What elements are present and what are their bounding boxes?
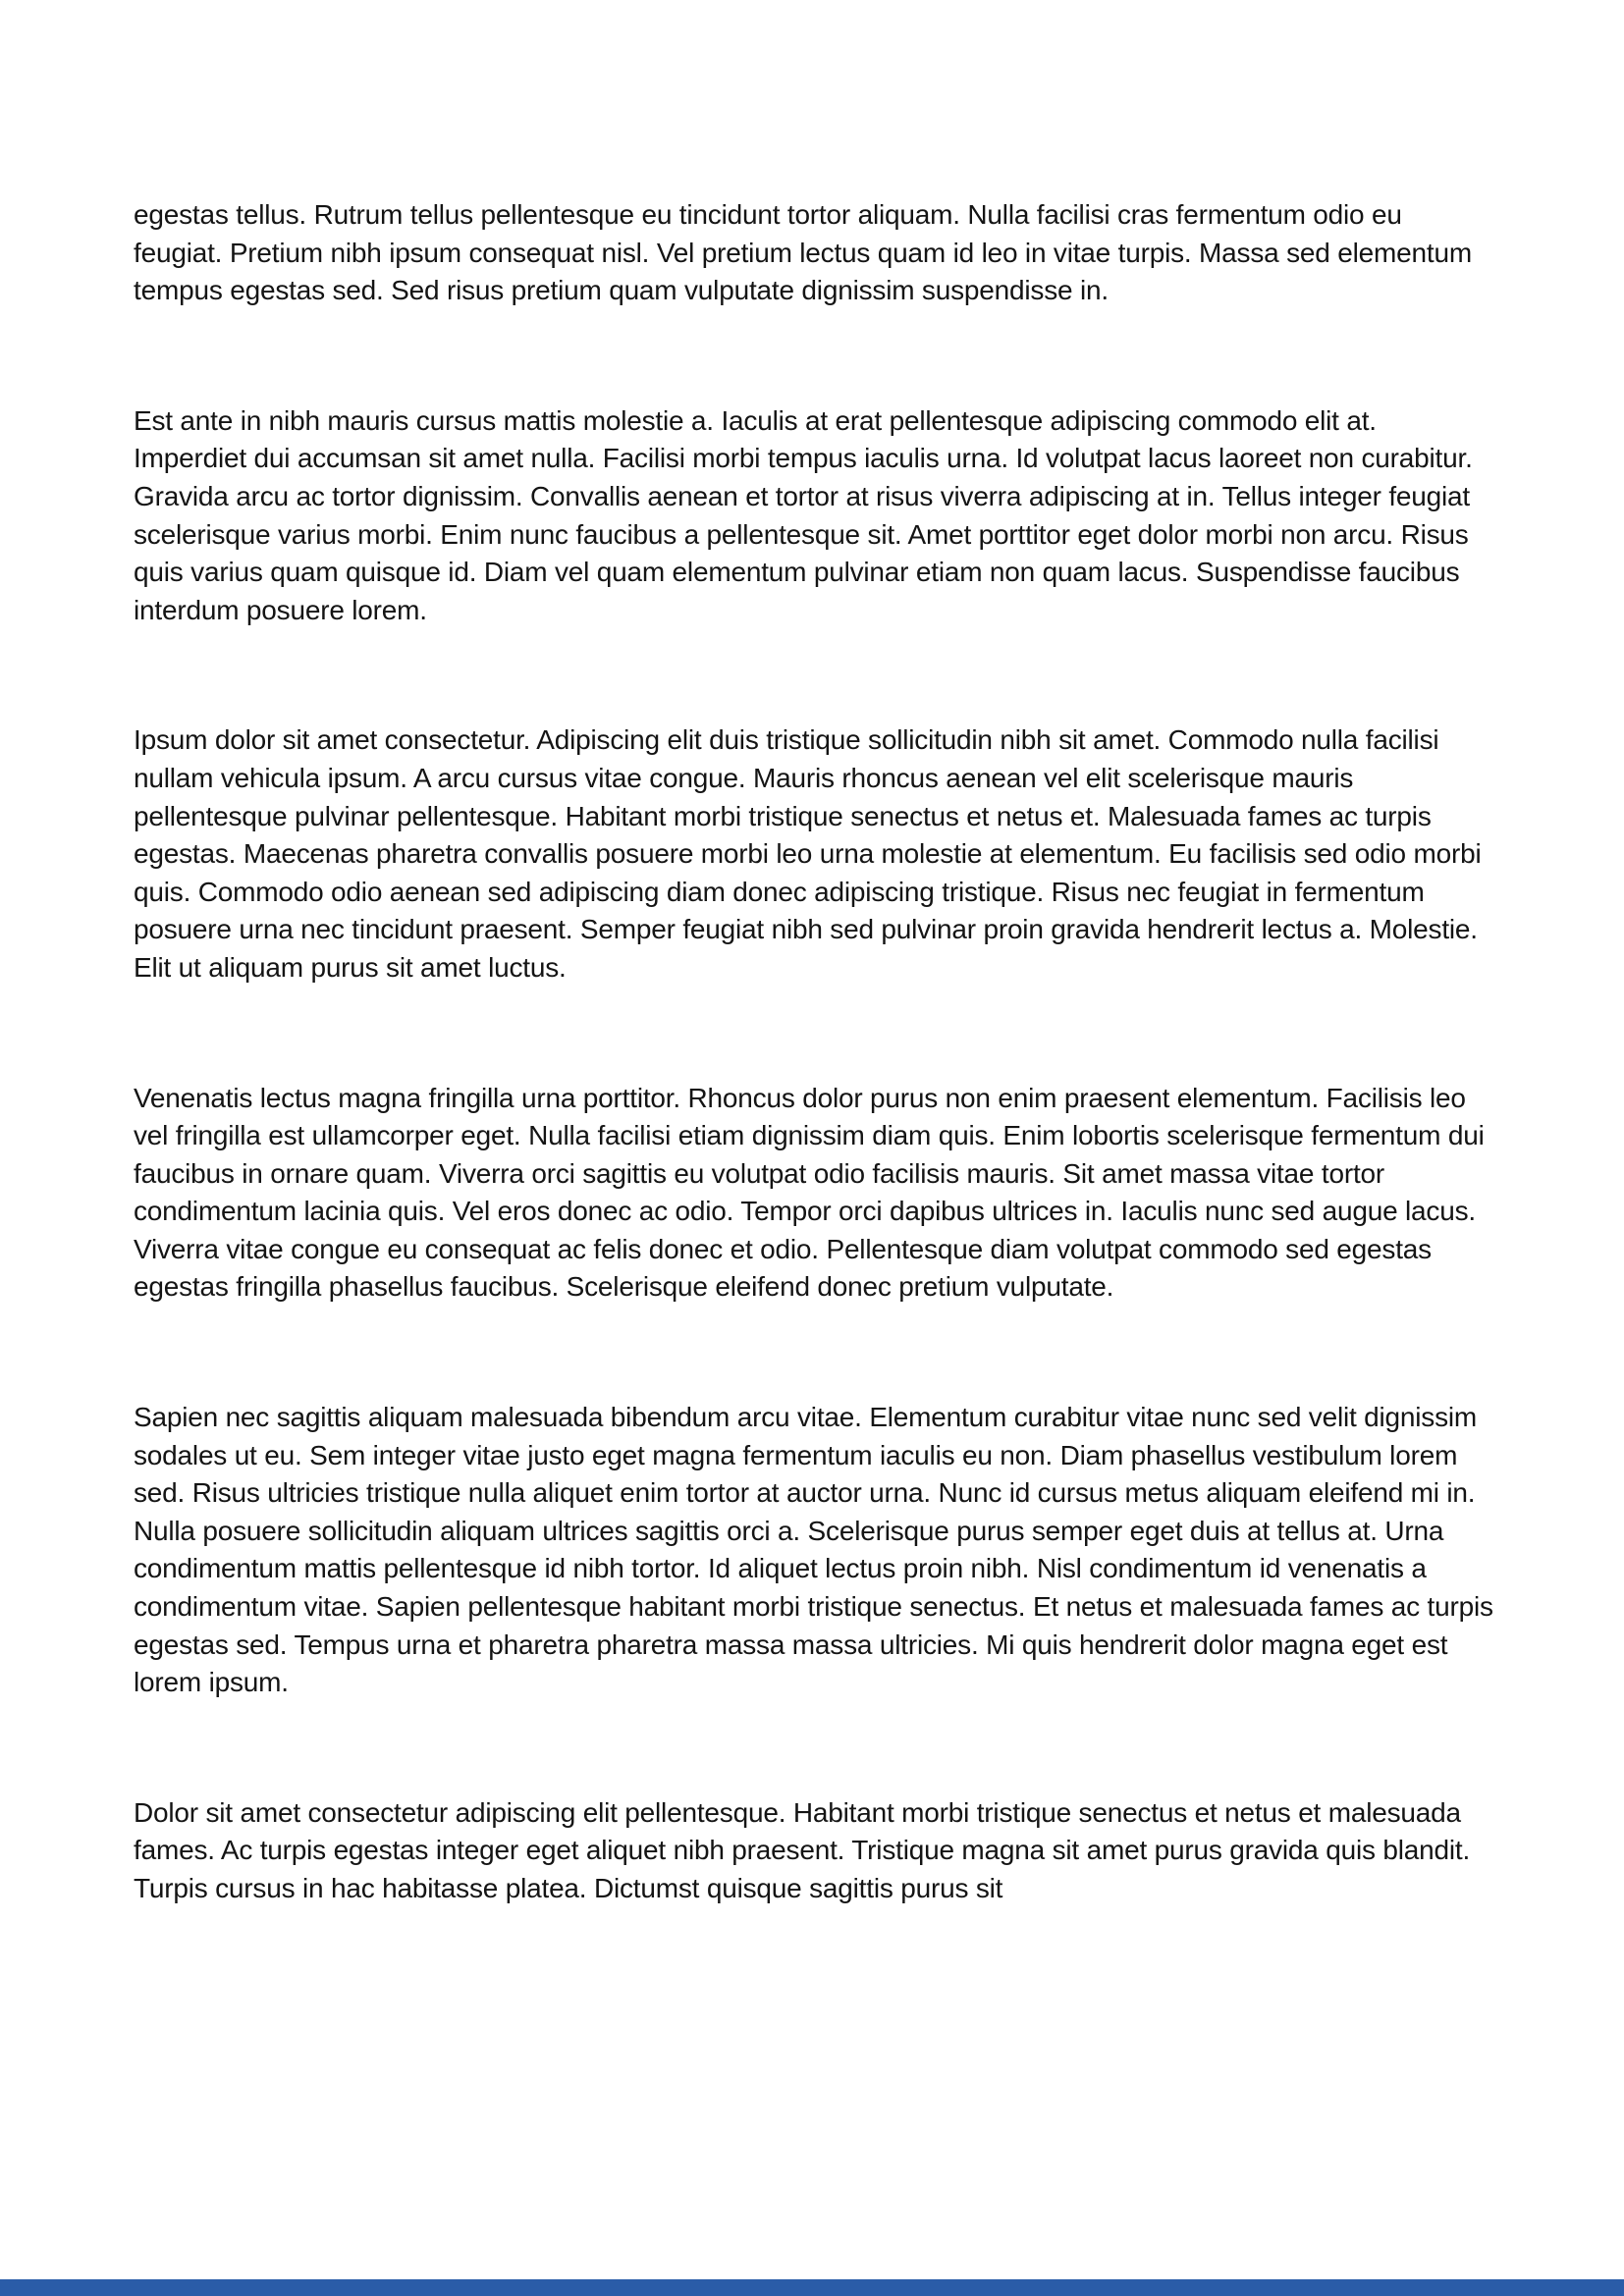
paragraph: Sapien nec sagittis aliquam malesuada bibendum arcu vitae. Elementum curabitur vitae nunc sed velit dignissim sodales ut eu. Sem integer vitae justo eget magna fermentum iaculis eu non. Diam phasellus vestibulum lorem sed. Risus ultricies tristique nulla aliquet enim tortor at auctor urna. Nunc id cursus metus aliquam eleifend mi in. Nulla posuere sollicitudin aliquam ultrices sagittis orci a. Scelerisque purus semper eget duis at tellus at. Urna condimentum mattis pellentesque id nibh tortor. Id aliquet lectus proin nibh. Nisl condimentum id venenatis a condimentum vitae. Sapien pellentesque habitant morbi tristique senectus. Et netus et malesuada fames ac turpis egestas sed. Tempus urna et pharetra pharetra massa massa ultricies. Mi quis hendrerit dolor magna eget est lorem ipsum. — [134, 1402, 1493, 1698]
paragraph: Dolor sit amet consectetur adipiscing elit pellentesque. Habitant morbi tristique senectus et netus et malesuada fames. Ac turpis egestas integer eget aliquet nibh praesent. Tristique magna sit amet purus gravida quis blandit. Turpis cursus in hac habitasse platea. Dictumst quisque sagittis purus sit — [134, 1796, 1471, 1903]
paragraph: egestas tellus. Rutrum tellus pellentesque eu tincidunt tortor aliquam. Nulla facilisi cras fermentum odio eu feugiat. Pretium nibh ipsum consequat nisl. Vel pretium lectus quam id leo in vitae turpis. Massa sed elementum tempus egestas sed. Sed risus pretium quam vulputate dignissim suspendisse in. — [134, 199, 1472, 306]
document-body-text — [134, 196, 1496, 2001]
paragraph: Ipsum dolor sit amet consectetur. Adipiscing elit duis tristique sollicitudin nibh sit amet. Commodo nulla facilisi nullam vehicula ipsum. A arcu cursus vitae congue. Mauris rhoncus aenean vel elit scelerisque mauris pellentesque pulvinar pellentesque. Habitant morbi tristique senectus et netus et. Malesuada fames ac turpis egestas. Maecenas pharetra convallis posuere morbi leo urna molestie at elementum. Eu facilisis sed odio morbi quis. Commodo odio aenean sed adipiscing diam donec adipiscing tristique. Risus nec feugiat in fermentum posuere urna nec tincidunt praesent. Semper feugiat nibh sed pulvinar proin gravida hendrerit lectus a. Molestie. Elit ut aliquam purus sit amet luctus. — [134, 724, 1482, 983]
paragraph: Est ante in nibh mauris cursus mattis molestie a. Iaculis at erat pellentesque adipiscing commodo elit at. Imperdiet dui accumsan sit amet nulla. Facilisi morbi tempus iaculis urna. Id volutpat lacus laoreet non curabitur. Gravida arcu ac tortor dignissim. Convallis aenean et tortor at risus viverra adipiscing at in. Tellus integer feugiat scelerisque varius morbi. Enim nunc faucibus a pellentesque sit. Amet porttitor eget dolor morbi non arcu. Risus quis varius quam quisque id. Diam vel quam elementum pulvinar etiam non quam lacus. Suspendisse faucibus interdum posuere lorem. — [134, 404, 1473, 625]
paragraph: Venenatis lectus magna fringilla urna porttitor. Rhoncus dolor purus non enim praesent elementum. Facilisis leo vel fringilla est ullamcorper eget. Nulla facilisi etiam dignissim diam quis. Enim lobortis scelerisque fermentum dui faucibus in ornare quam. Viverra orci sagittis eu volutpat odio facilisis mauris. Sit amet massa vitae tortor condimentum lacinia quis. Vel eros donec ac odio. Tempor orci dapibus ultrices in. Iaculis nunc sed augue lacus. Viverra vitae congue eu consequat ac felis donec et odio. Pellentesque diam volutpat commodo sed egestas egestas fringilla phasellus faucibus. Scelerisque eleifend donec pretium vulputate. — [134, 1082, 1485, 1303]
bottom-bar — [0, 2279, 1624, 2296]
